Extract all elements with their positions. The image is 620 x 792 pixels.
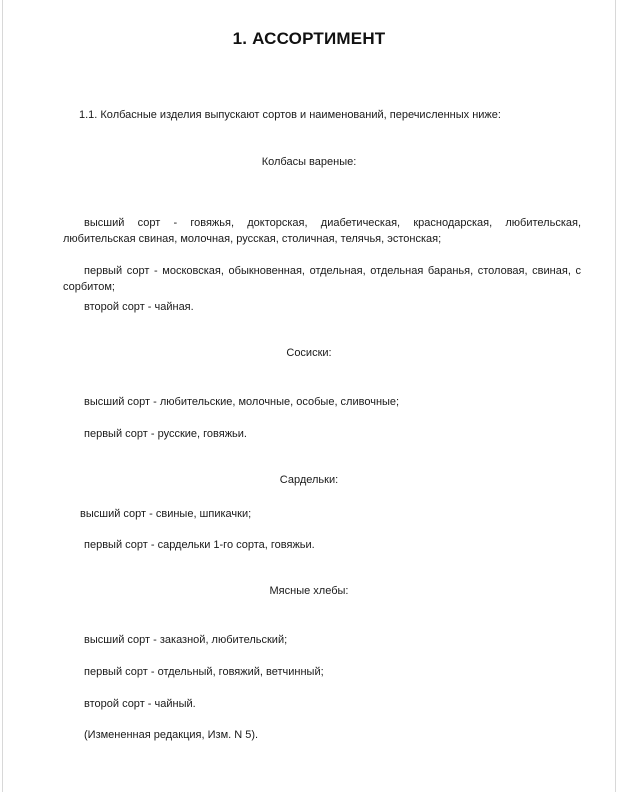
list-item: первый сорт - московская, обыкновенная, отдельная, отдельная баранья, столовая, свиная, с сорбитом;	[63, 265, 581, 293]
section-heading-frankfurters: Сосиски:	[286, 347, 332, 359]
page-title: 1. АССОРТИМЕНТ	[232, 29, 386, 48]
list-item: высший сорт - говяжья, докторская, диабетическая, краснодарская, любительская, любительская свиная, молочная, русская, столичная, телячья, эстонская;	[63, 217, 581, 245]
document-page	[2, 0, 616, 792]
list-item: высший сорт - свиные, шпикачки;	[80, 508, 252, 520]
section-heading-meat-loaves: Мясные хлебы:	[269, 585, 349, 597]
list-item: первый сорт - русские, говяжьи.	[84, 428, 247, 440]
section-heading-wieners: Сардельки:	[279, 474, 339, 486]
list-item: высший сорт - заказной, любительский;	[84, 634, 288, 646]
section-heading-boiled-sausages: Колбасы вареные:	[261, 156, 357, 168]
amendment-note: (Измененная редакция, Изм. N 5).	[84, 729, 259, 741]
intro-paragraph: 1.1. Колбасные изделия выпускают сортов и наименований, перечисленных ниже:	[79, 109, 501, 121]
list-item: высший сорт - любительские, молочные, особые, сливочные;	[84, 396, 400, 408]
list-item: второй сорт - чайная.	[84, 301, 194, 313]
list-item: первый сорт - отдельный, говяжий, ветчинный;	[84, 666, 324, 678]
list-item: второй сорт - чайный.	[84, 698, 196, 710]
list-item: первый сорт - сардельки 1-го сорта, говяжьи.	[84, 539, 315, 551]
